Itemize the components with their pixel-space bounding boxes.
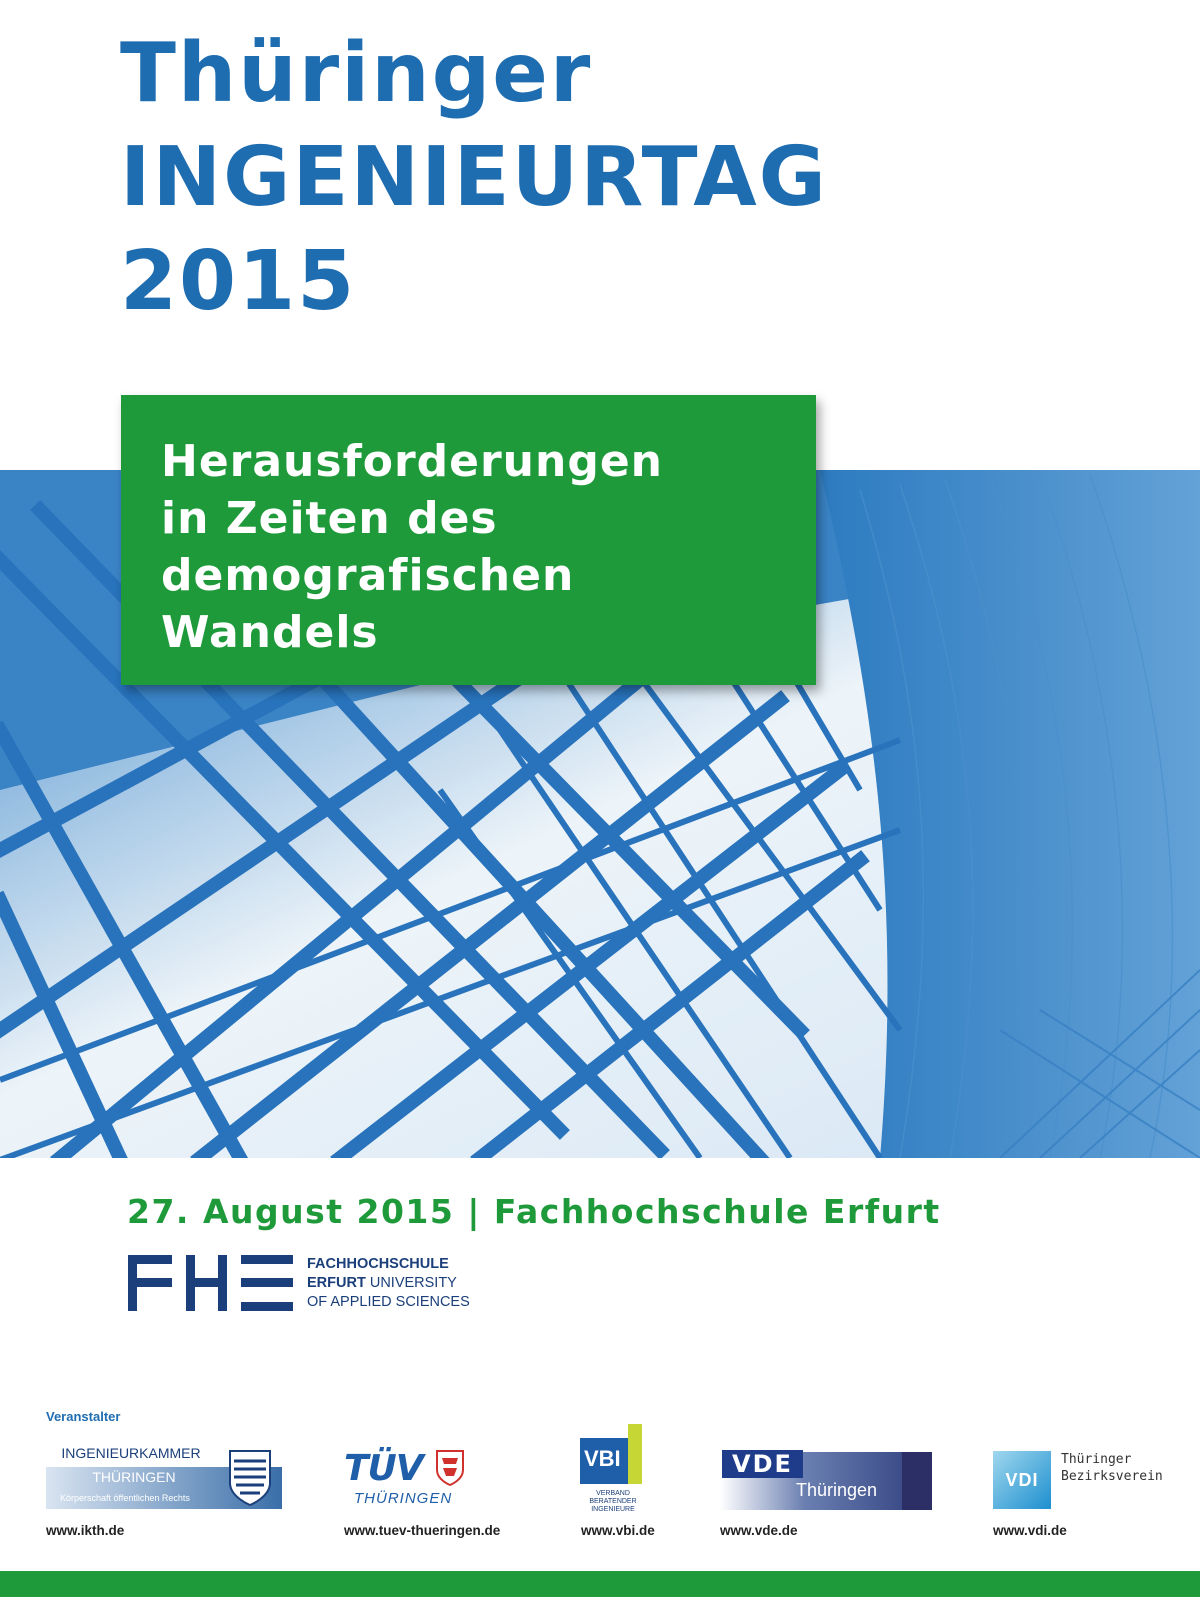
- vdi-text: [1061, 1451, 1163, 1485]
- vdi-sub1: Thüringer: [1061, 1452, 1132, 1467]
- fhe-line-2-bold: ERFURT: [307, 1274, 366, 1291]
- vdi-logo: [993, 1451, 1163, 1509]
- tuv-shield-icon: [436, 1450, 464, 1486]
- fhe-text: [307, 1255, 470, 1312]
- vde-url[interactable]: www.vde.de: [720, 1523, 798, 1538]
- topic-line-4: Wandels: [161, 607, 379, 658]
- vbi-accent-bar: [628, 1424, 642, 1484]
- fhe-mark-icon: [128, 1255, 293, 1311]
- vde-dark-block: [902, 1452, 932, 1510]
- ikth-url[interactable]: www.ikth.de: [46, 1523, 125, 1538]
- vde-name: VDE: [722, 1450, 803, 1478]
- bottom-green-bar: [0, 1571, 1200, 1597]
- vdi-url[interactable]: www.vdi.de: [993, 1523, 1067, 1538]
- ikth-name2: THÜRINGEN: [92, 1469, 176, 1485]
- fhe-line-3: OF APPLIED SCIENCES: [307, 1293, 470, 1310]
- tuv-subtitle: THÜRINGEN: [354, 1490, 453, 1507]
- tuv-logo: [344, 1448, 464, 1510]
- ikth-logo: [46, 1445, 282, 1509]
- vde-subtitle: Thüringen: [796, 1480, 878, 1500]
- thuringia-shield-icon: [228, 1449, 272, 1507]
- vdi-sub2: Bezirksverein: [1061, 1469, 1163, 1484]
- vbi-subtitle: VERBAND BERATENDER INGENIEURE: [589, 1490, 637, 1513]
- topic-line-1: Herausforderungen: [161, 436, 663, 487]
- title-line-3: 2015: [120, 234, 357, 329]
- fhe-logo: [128, 1252, 470, 1314]
- title-line-1: Thüringer: [120, 26, 593, 121]
- vde-logo: [720, 1452, 932, 1510]
- vbi-logo: [580, 1424, 644, 1513]
- organizers-label: Veranstalter: [46, 1409, 121, 1424]
- poster-title: [120, 22, 828, 334]
- tuv-name: TÜV: [344, 1448, 423, 1489]
- topic-line-2: in Zeiten des: [161, 493, 498, 544]
- tuv-url[interactable]: www.tuev-thueringen.de: [344, 1523, 501, 1538]
- vdi-mark: VDI: [993, 1451, 1051, 1509]
- vbi-url[interactable]: www.vbi.de: [581, 1523, 655, 1538]
- vbi-name: VBI: [584, 1446, 621, 1471]
- topic-line-3: demografischen: [161, 550, 575, 601]
- topic-box: [121, 395, 816, 685]
- ikth-subtitle: Körperschaft öffentlichen Rechts: [60, 1493, 190, 1503]
- title-line-2: INGENIEURTAG: [120, 130, 828, 225]
- fhe-line-1: FACHHOCHSCHULE: [307, 1255, 449, 1272]
- ikth-name: INGENIEURKAMMER: [61, 1445, 201, 1461]
- event-date-location: 27. August 2015 | Fachhochschule Erfurt: [127, 1192, 941, 1231]
- fhe-line-2-rest: UNIVERSITY: [365, 1274, 457, 1291]
